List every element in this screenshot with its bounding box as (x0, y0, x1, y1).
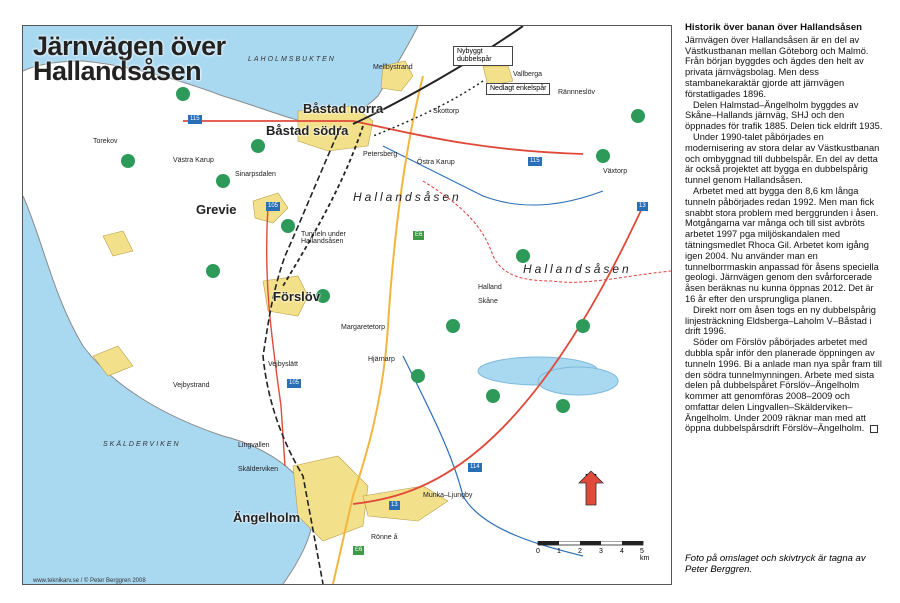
town-label: Skottorp (433, 108, 460, 115)
town-label-angelholm: Ängelholm (233, 510, 301, 525)
copyright-notice: www.teknikarv.se / © Peter Berggren 2008 (33, 578, 146, 584)
forest-patch (216, 174, 230, 188)
sea-area-south (23, 196, 314, 584)
town-label-forslov: Förslöv (273, 289, 320, 304)
forest-patch (121, 154, 135, 168)
region-label-skane: Skåne (478, 298, 498, 305)
road-shield-105: 105 (289, 380, 300, 386)
map[interactable] (22, 25, 672, 585)
forest-patch (556, 399, 570, 413)
town-label: Västra Karup (173, 157, 214, 164)
article-heading: Historik över banan över Hallandsåsen (685, 22, 863, 33)
article-paragraph-last (685, 337, 885, 434)
town-label: Östra Karup (417, 159, 455, 166)
callout-disused-track: Nedlagt enkelspår (486, 83, 550, 95)
town-label: Sinarpsdalen (235, 171, 276, 178)
callout-new-double-track: Nybyggt dubbelspår (453, 46, 513, 66)
road-shield-13: 13 (391, 502, 398, 508)
road-shield-13: 13 (639, 203, 646, 209)
town-label: Vejbystrand (173, 382, 210, 389)
scale-tick: 1 (557, 548, 561, 555)
forest-patch (486, 389, 500, 403)
scale-tick: 3 (599, 548, 603, 555)
map-title-line1: Järnvägen över (33, 31, 226, 61)
ridge-label: Hallandsåsen (523, 262, 632, 276)
forest-patch (631, 109, 645, 123)
region-label-halland: Halland (478, 284, 502, 291)
map-title (33, 31, 226, 86)
river-label: Rönne å (371, 534, 398, 541)
town-label: Växtorp (603, 168, 628, 175)
road-105 (267, 206, 285, 466)
town-label: Hjärnarp (368, 356, 395, 363)
forest-patch (411, 369, 425, 383)
article-paragraph: Arbetet med att bygga den 8,6 km långa tunneln påbörjades redan 1992. Men man fick snabbt stora problem med berggrunden i åsen. Motgångarna var många och till sist avbröts arbetet 1997 pga miljöskandalen med tätningsmedlet Rhoca Gil. Arbetet kom igång igen 2004. Nu använder man en tunnelborrmaskin anpassad för åsens speciella geologi. Järnvägen genom den svårforcerade åsen beräknas nu kunna öppnas 2012. Det är 16 år efter den ursprungliga planen. (685, 185, 879, 304)
railway-tunnel (283, 126, 363, 286)
forest-patch (576, 319, 590, 333)
town-label: Mellbystrand (373, 64, 413, 71)
end-mark-icon (870, 425, 878, 433)
town-label: Vejbyslätt (268, 361, 298, 368)
article-paragraph: Direkt norr om åsen togs en ny dubbelspårig linjesträckning Eldsberga–Laholm V–Båstad i drift 1996. (685, 304, 876, 337)
forest-patch (281, 219, 295, 233)
road-shield-114: 114 (470, 464, 480, 470)
forest-patch (446, 319, 460, 333)
water-label-skalderviken: SKÄLDERVIKEN (103, 441, 181, 448)
road-shield-105: 105 (268, 203, 279, 209)
article-paragraph-text: Söder om Förslöv påbörjades arbetet med dubbla spår inför den planerade öppningen av tunneln 1996. Bi a anlade man nya spår fram till den södra tunnelmynningen. Arbete med sista delen på dubbelspåret Förslöv–Ängelholm kommer att genomföras 2008–2009 och omfattar delen Lingvallen–Skälderviken–Ängelholm. Under 2009 räknar man med att öppna dubbelspårsdrift Förslöv–Ängelholm. (685, 337, 882, 434)
road-shield-115: 115 (530, 158, 540, 164)
town-label: Petersberg (363, 151, 398, 158)
town-label: Vallberga (513, 71, 543, 78)
forest-patch (251, 139, 265, 153)
road-shield-e6: E6 (355, 547, 363, 553)
scale-bar-graphic (536, 541, 656, 549)
ridge-label: Hallandsåsen (353, 190, 462, 204)
town-label: Margaretetorp (341, 324, 385, 331)
article-paragraph: Delen Halmstad–Ängelholm byggdes av Skåne–Hallands järnväg, SHJ och den öppnades för trafik 1885. Delen tick eldrift 1935. (685, 99, 883, 132)
forest-patch (516, 249, 530, 263)
article (685, 23, 885, 434)
forest-patch (206, 264, 220, 278)
road-13 (353, 206, 643, 504)
article-paragraph: Järnvägen över Hallandsåsen är en del av Västkustbanan mellan Göteborg och Malmö. Från början byggdes och ägdes den helt av privata järnvägsbolag. Men dess stambanekaraktär gjorde att järnvägen förstatligades 1896. (685, 34, 869, 99)
article-paragraph: Under 1990-talet påbörjades en modernisering av stora delar av Västkustbanan och ombyggnad till dubbelspår. En del av detta är också projektet att bygga en dubbelspårig tunnel genom Hallandsåsen. (685, 131, 880, 186)
urban-area (103, 231, 133, 256)
town-label: Lingvallen (238, 442, 270, 449)
town-label-bastad-norra: Båstad norra (303, 101, 384, 116)
town-label-tunnel: Tunneln under Hallandsåsen (301, 231, 346, 245)
north-arrow (578, 471, 604, 492)
scale-tick: 0 (536, 548, 540, 555)
town-label: Skälderviken (238, 466, 279, 473)
scale-tick: 4 (620, 548, 624, 555)
forest-patch (176, 87, 190, 101)
road-shield-115: 115 (190, 116, 200, 122)
north-arrow-icon (578, 471, 604, 507)
town-label: Munka–Ljungby (423, 492, 473, 499)
scale-tick: 5 km (640, 548, 650, 562)
town-label-bastad-sodra: Båstad södra (266, 123, 349, 138)
forest-patch (596, 149, 610, 163)
town-label-grevie: Grevie (196, 202, 237, 217)
scale-tick: 2 (578, 548, 582, 555)
town-label: Rännneslöv (558, 89, 595, 96)
road-115 (183, 121, 583, 154)
town-label: Torekov (93, 138, 118, 145)
road-shield-e6: E6 (415, 232, 423, 238)
map-title-line2: Hallandsåsen (33, 56, 202, 86)
water-label-laholmsbukten: LAHOLMSBUKTEN (248, 56, 336, 63)
photo-caption: Foto på omslaget och skivtryck är tagna av Peter Berggren. (685, 553, 866, 575)
